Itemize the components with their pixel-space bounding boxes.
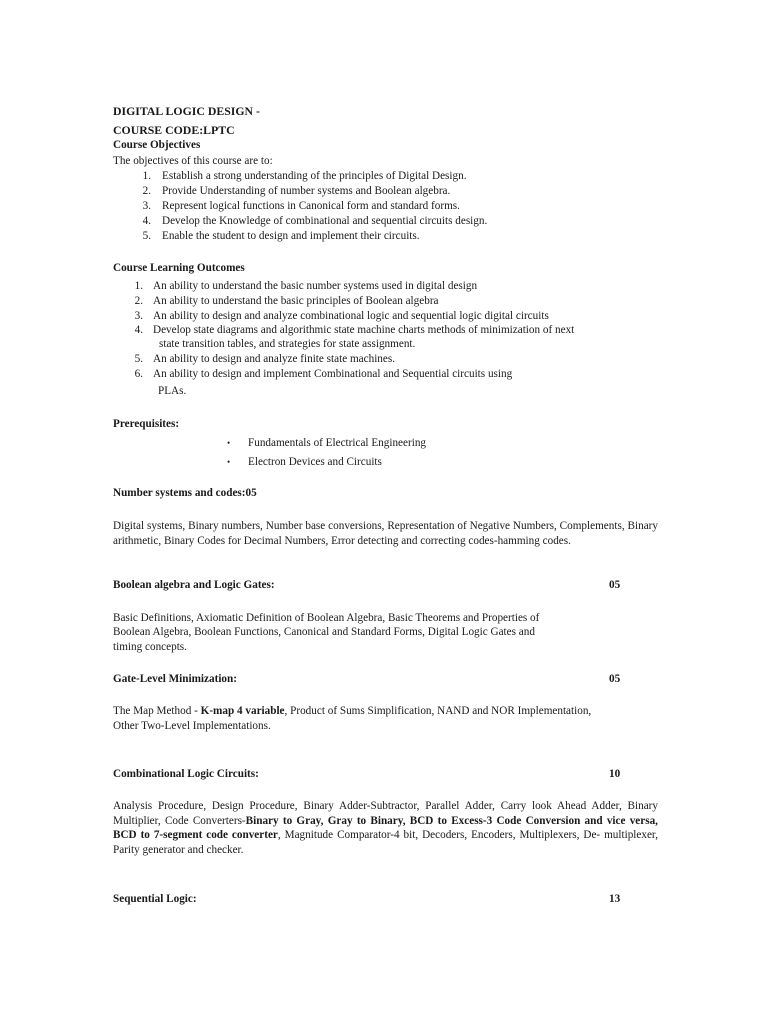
section-heading-sequential: Sequential Logic: (113, 893, 197, 905)
section-body-combinational: Analysis Procedure, Design Procedure, Binary Adder-Subtractor, Parallel Adder, Carry look Ahead Adder, Binary Multiplier, Code Converters-Binary to Gray, Gray to Binary, BCD to Excess-3 Code Conversion and vice versa, BCD to 7-segment code converter, Magnitude Comparator-4 bit, Decoders, Encoders, Multiplexers, De- multiplexer, Parity generator and checker. (113, 800, 658, 856)
objectives-intro: The objectives of this course are to: (113, 155, 273, 167)
bullet-icon: • (227, 438, 231, 448)
section-heading-boolean: Boolean algebra and Logic Gates: (113, 579, 275, 591)
section-body-number-systems: Digital systems, Binary numbers, Number base conversions, Representation of Negative Numbers, Complements, Binary arithmetic, Binary Codes for Decimal Numbers, Error detecting and correcting codes-hamming codes. (113, 520, 658, 547)
outcomes-heading: Course Learning Outcomes (113, 262, 245, 274)
section-heading-gate-level: Gate-Level Minimization: (113, 673, 237, 685)
section-body-line: Other Two-Level Implementations. (113, 720, 271, 732)
section-body-line: Basic Definitions, Axiomatic Definition of Boolean Algebra, Basic Theorems and Properties of (113, 612, 540, 624)
bold-term: Binary to Gray, Gray to Binary, BCD to Excess-3 Code Conversion and vice versa, BCD to 7-segment code converter (113, 814, 658, 841)
section-hours-gate-level: 05 (609, 673, 621, 685)
bullet-icon: • (227, 457, 231, 467)
course-code: COURSE CODE:LPTC (113, 123, 235, 137)
section-heading-number-systems: Number systems and codes:05 (113, 487, 257, 499)
bold-term: K-map 4 variable (200, 705, 285, 717)
section-heading-combinational: Combinational Logic Circuits: (113, 768, 259, 780)
section-hours-sequential: 13 (609, 893, 621, 905)
section-hours-boolean: 05 (609, 579, 621, 591)
objectives-heading: Course Objectives (113, 139, 201, 151)
section-body-line: The Map Method - K-map 4 variable, Product of Sums Simplification, NAND and NOR Implementation, (113, 705, 592, 717)
section-body-line: Boolean Algebra, Boolean Functions, Canonical and Standard Forms, Digital Logic Gates and (113, 626, 535, 638)
prerequisites-heading: Prerequisites: (113, 418, 180, 430)
section-hours-combinational: 10 (609, 768, 621, 780)
document-title: DIGITAL LOGIC DESIGN - (113, 104, 260, 118)
document-page: DIGITAL LOGIC DESIGN - COURSE CODE:LPTC Course Objectives The objectives of this course are to: 1. Establish a strong understanding of the principles of Digital Design. 2. Provide Understanding of number systems and Boolean algebra. 3. Represent logical functions in Canonical form and standard forms. 4. Develop the Knowledge of combinational and sequential circuits design. 5. Enable the student to design and implement their circuits. Course Learning Outcomes 1. An ability to understand the basic number systems used in digital design 2. An ability to understand the basic principles of Boolean algebra 3. An ability to design and analyze combinational logic and sequential logic digital circuits 4. Develop state diagrams and algorithmic state machine charts methods of minimization of next state transition tables, and strategies for state assignment. 5. An ability to design and analyze finite state machines. 6. An ability to design and implement Combinational and Sequential circuits using PLAs. Prerequisites: • Fundamentals of Electrical Engineering • Electron Devices and Circuits Number systems and codes:05 Digital systems, Binary numbers, Number base conversions, Representation of Negative Numbers, Complements, Binary arithmetic, Binary Codes for Decimal Numbers, Error detecting and correcting codes-hamming codes. Boolean algebra and Logic Gates: 05 Basic Definitions, Axiomatic Definition of Boolean Algebra, Basic Theorems and Properties of Boolean Algebra, Boolean Functions, Canonical and Standard Forms, Digital Logic Gates and timing concepts. Gate-Level Minimization: 05 The Map Method - K-map 4 variable, Product of Sums Simplification, NAND and NOR Implementation, Other Two-Level Implementations. Combinational Logic Circuits: 10 Analysis Procedure, Design Procedure, Binary Adder-Subtractor, Parallel Adder, Carry look Ahead Adder, Binary Multiplier, Code Converters-Binary to Gray, Gray to Binary, BCD to Excess-3 Code Conversion and vice versa, BCD to 7-segment code converter, Magnitude Comparator-4 bit, Decoders, Encoders, Multiplexers, De- multiplexer, Parity generator and checker. Sequential Logic: 13 (113, 104, 658, 905)
section-body-line: timing concepts. (113, 641, 187, 653)
